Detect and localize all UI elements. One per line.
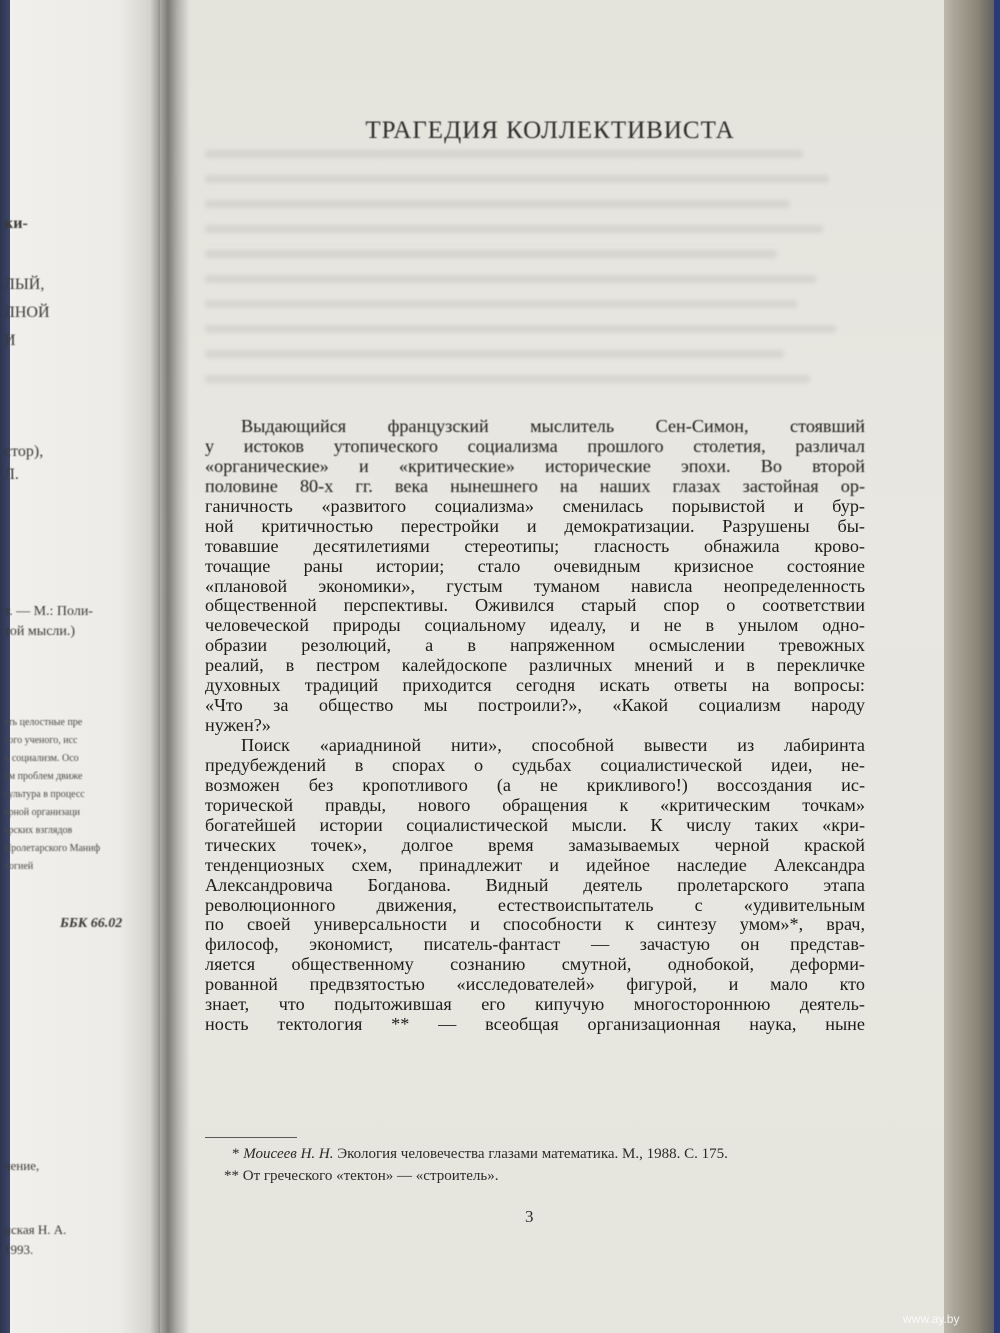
ghost-line — [205, 300, 797, 308]
page-stack-edge — [944, 0, 1000, 1333]
text-line: ляется общественному сознанию смутной, однобокой, деформи- — [205, 955, 865, 975]
text-line: философ, экономист, писатель-фантаст — зачастую он представ- — [205, 935, 865, 955]
book-gutter-shadow — [150, 0, 190, 1333]
footnote — [232, 1143, 872, 1165]
left-small-fragment: ерских взглядов — [4, 825, 73, 836]
body-text — [205, 417, 865, 1035]
ghost-line — [205, 275, 816, 283]
left-small-fragment: ом проблем движе — [4, 771, 83, 782]
text-line: тических точек», долгое время замазываемых черной краской — [205, 835, 865, 855]
text-line: половине 80-х гг. века нынешнего на наших глазах застойная ор- — [205, 476, 865, 496]
watermark: www.ay.by — [903, 1312, 960, 1326]
ghost-line — [205, 350, 784, 358]
chapter-title: ТРАГЕДИЯ КОЛЛЕКТИВИСТА — [365, 117, 735, 144]
left-fragment: чение, — [4, 1158, 40, 1173]
text-line: Александровича Богданова. Видный деятель пролетарского этапа — [205, 875, 865, 895]
footnote — [224, 1165, 872, 1187]
text-line: общественной перспективы. Оживился старый спор о соответствии — [205, 596, 865, 616]
text-line: у истоков утопического социализма прошлого столетия, различал — [205, 436, 865, 456]
left-fragment: ЛЫЙ, — [4, 276, 45, 293]
text-line: возможен без кропотливого (а не крикливого!) воссоздания ис- — [205, 775, 865, 795]
text-line: Поиск «ариадниной нити», способной вывести из лабиринта — [241, 736, 865, 755]
left-fragment: нская Н. А. — [4, 1222, 67, 1237]
left-small-fragment: того ученого, исс — [4, 735, 78, 746]
left-page — [0, 0, 170, 1333]
footnote-mark: * — [232, 1146, 240, 1162]
text-line: знает, что подытожившая его кипучую многостороннюю деятель- — [205, 995, 865, 1015]
cover-edge — [994, 0, 1000, 1333]
text-line: «Что за общество мы построили?», «Какой социализм народу — [205, 696, 865, 716]
text-line: духовных традиций приходится сегодня искать ответы на вопросы: — [205, 676, 865, 696]
ghost-line — [205, 225, 823, 233]
page-number: 3 — [525, 1207, 534, 1226]
ghost-line — [205, 325, 836, 333]
text-line: предубеждений в спорах о судьбах социалистической идеи, не- — [205, 755, 865, 775]
text-line: тенденциозных схем, принадлежит и идейное наследие Александра — [205, 855, 865, 875]
text-line: человеческой природы социальному идеалу, и не в унылом одно- — [205, 616, 865, 636]
text-line: реалий, в пестром калейдоскопе различных мнений и в перекличке — [205, 656, 865, 676]
footnote-text: От греческого «тектон» — «строитель». — [242, 1168, 499, 1184]
text-line: торической правды, нового обращения к «критическим точкам» — [205, 795, 865, 815]
left-fragment: стор), — [4, 443, 44, 460]
text-line: точащие раны истории; стало очевидным кризисное состояние — [205, 556, 865, 576]
text-line: революционного движения, естествоиспытатель с «удивительным — [205, 895, 865, 915]
text-line: рованной предвзятостью «исследователей» фигурой, и мало кто — [205, 975, 865, 995]
left-fragment: Л. — [4, 466, 19, 483]
text-line: по своей универсальности и способности к синтезу умом»*, врач, — [205, 915, 865, 935]
left-fragment: И — [4, 332, 16, 349]
left-fragment: ББК 66.02 — [60, 916, 123, 931]
ghost-line — [205, 375, 810, 383]
text-line: «органические» и «критические» исторические эпохи. Во второй — [205, 456, 865, 476]
ghost-line — [205, 250, 777, 258]
left-small-fragment: Пролетарского Маниф — [4, 843, 101, 854]
text-line: образии резолюций, а в напряженном осмыслении тревожных — [205, 636, 865, 656]
left-small-fragment: ать целостные пре — [4, 717, 83, 728]
ghost-line — [205, 200, 790, 208]
left-fragment: ЛНОЙ — [4, 304, 50, 321]
text-line: ганичность «развитого социализма» сменилась порывистой и бур- — [205, 496, 865, 516]
text-line: «плановой экономики», густым туманом нависла неопределенность — [205, 576, 865, 596]
text-line: нужен?» — [205, 716, 271, 736]
left-small-fragment: сультура в процесс — [4, 789, 85, 800]
footnotes — [224, 1143, 872, 1187]
cover-edge — [0, 0, 10, 1333]
left-fragment: той мысли.) — [4, 624, 76, 639]
footnote-mark: ** — [224, 1168, 239, 1184]
text-line: ной критичностью перестройки и демократизации. Разрушены бы- — [205, 516, 865, 536]
text-line: богатейшей истории социалистической мысли. К числу таких «кри- — [205, 815, 865, 835]
footnote-author: Моисеев Н. Н. — [243, 1146, 334, 1162]
left-fragment: ки- — [4, 215, 28, 232]
left-fragment: 1993. — [4, 1242, 34, 1257]
left-small-fragment: логией — [4, 861, 34, 872]
ghost-line — [205, 150, 803, 158]
left-small-fragment: ерной организаци — [4, 807, 80, 818]
left-fragment: т. — М.: Поли- — [4, 604, 93, 619]
ghost-line — [205, 175, 829, 183]
left-small-fragment: и социализм. Осо — [4, 753, 79, 764]
text-line: ность тектология ** — всеобщая организационная наука, ныне — [205, 1015, 865, 1035]
text-line: товавшие десятилетиями стереотипы; гласность обнажила крово- — [205, 536, 865, 556]
footnote-rule — [205, 1137, 297, 1138]
show-through-text — [205, 150, 855, 400]
footnote-text: Экология человечества глазами математика. М., 1988. С. 175. — [337, 1146, 728, 1162]
text-line: Выдающийся французский мыслитель Сен-Симон, стоявший — [241, 417, 865, 436]
